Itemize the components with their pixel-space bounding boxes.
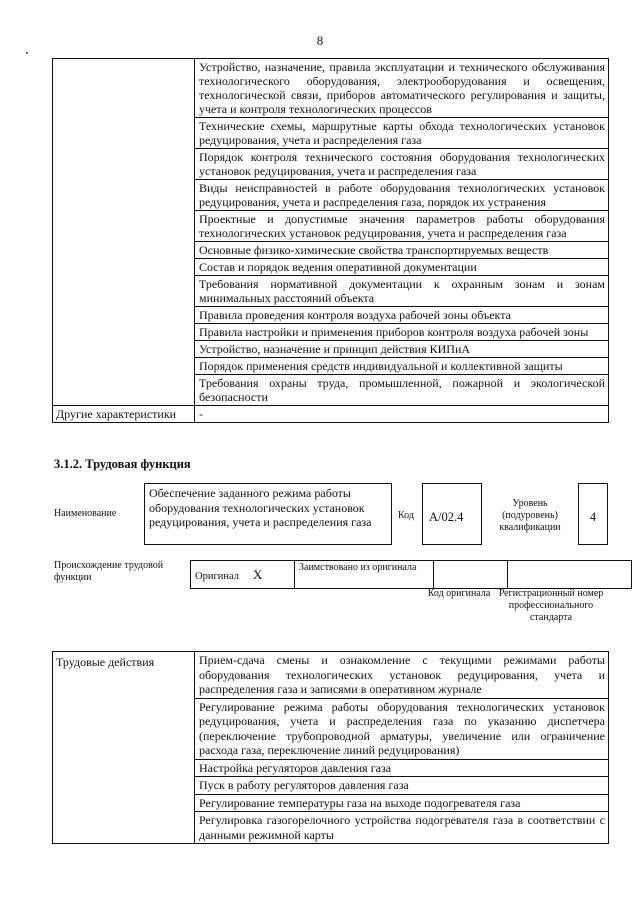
requirement-item: Порядок контроля технического состояния оборудования технологических установок редуцирования, учета и распределения газа xyxy=(195,149,609,180)
origin-table xyxy=(190,560,632,589)
registration-number-cell xyxy=(508,561,632,589)
other-characteristics-label: Другие характеристики xyxy=(53,406,195,423)
requirement-item: Проектные и допустимые значения параметров работы оборудования технологических установок редуцирования, учета и распределения газа xyxy=(195,211,609,242)
qualification-level-value: 4 xyxy=(578,483,608,545)
registration-number-caption: Регистрационный номер профессионального стандарта xyxy=(498,588,604,623)
labor-action-item: Регулировка газогорелочного устройства подогревателя газа в соответствии с данными режимной карты xyxy=(195,812,609,844)
labor-action-item: Регулирование температуры газа на выходе подогревателя газа xyxy=(195,794,609,812)
requirement-item: Порядок применения средств индивидуальной и коллективной защиты xyxy=(195,358,609,375)
labor-action-item: Настройка регуляторов давления газа xyxy=(195,759,609,777)
requirement-item: Правила настройки и применения приборов контроля воздуха рабочей зоны xyxy=(195,324,609,341)
requirement-item: Устройство, назначение, правила эксплуатации и технического обслуживания технологического оборудования, электрооборудования и освещения, технологической связи, приборов автоматического регулирования и защиты, учета и контроля технологических процессов xyxy=(195,59,609,118)
origin-label: Происхождение трудовой функции xyxy=(54,560,164,583)
function-name-value: Обеспечение заданного режима работы оборудования технологических установок редуцирования, учета и распределения газа xyxy=(144,483,392,545)
labor-action-item: Пуск в работу регуляторов давления газа xyxy=(195,777,609,795)
other-characteristics-value: - xyxy=(195,406,609,423)
requirement-item: Требования нормативной документации к охранным зонам и зонам минимальных расстояний объекта xyxy=(195,276,609,307)
labor-action-item: Регулирование режима работы оборудования технологических установок редуцирования, учета и распределения газа по указанию диспетчера (переключение трубопроводной арматуры, увеличение или ограничение расхода газа, переключение линий редуцирования) xyxy=(195,698,609,759)
requirements-table xyxy=(52,58,609,423)
requirement-item: Технические схемы, маршрутные карты обхода технологических установок редуцирования, учета и распределения газа xyxy=(195,118,609,149)
labor-actions-label: Трудовые действия xyxy=(53,652,195,844)
original-code-caption: Код оригинала xyxy=(427,588,491,599)
requirement-item: Требования охраны труда, промышленной, пожарной и экологической безопасности xyxy=(195,375,609,406)
code-label: Код xyxy=(398,510,414,521)
name-label: Наименование xyxy=(54,508,117,519)
requirement-item: Виды неисправностей в работе оборудования технологических установок редуцирования, учета и распределения газа, порядок их устранения xyxy=(195,180,609,211)
requirement-item: Основные физико-химические свойства транспортируемых веществ xyxy=(195,242,609,259)
labor-actions-table xyxy=(52,651,609,844)
requirement-item: Устройство, назначение и принцип действия КИПиА xyxy=(195,341,609,358)
original-cell xyxy=(191,561,295,589)
original-mark: X xyxy=(253,566,263,582)
requirement-item: Правила проведения контроля воздуха рабочей зоны объекта xyxy=(195,307,609,324)
page-number: 8 xyxy=(316,33,324,48)
original-code-cell xyxy=(434,561,508,589)
section-heading: 3.1.2. Трудовая функция xyxy=(54,457,191,471)
qualification-level-label: Уровень (подуровень) квалификации xyxy=(499,498,561,533)
scan-speck xyxy=(26,52,28,54)
labor-action-item: Прием-сдача смены и ознакомление с текущими режимами работы оборудования технологических установок редуцирования, учета и распределения газа и записями в оперативном журнале xyxy=(195,652,609,699)
requirements-label-cell xyxy=(53,59,195,406)
requirement-item: Состав и порядок ведения оперативной документации xyxy=(195,259,609,276)
borrowed-label: Заимствовано из оригинала xyxy=(295,561,434,589)
function-code-value: А/02.4 xyxy=(422,483,482,545)
original-label: Оригинал xyxy=(195,570,239,582)
